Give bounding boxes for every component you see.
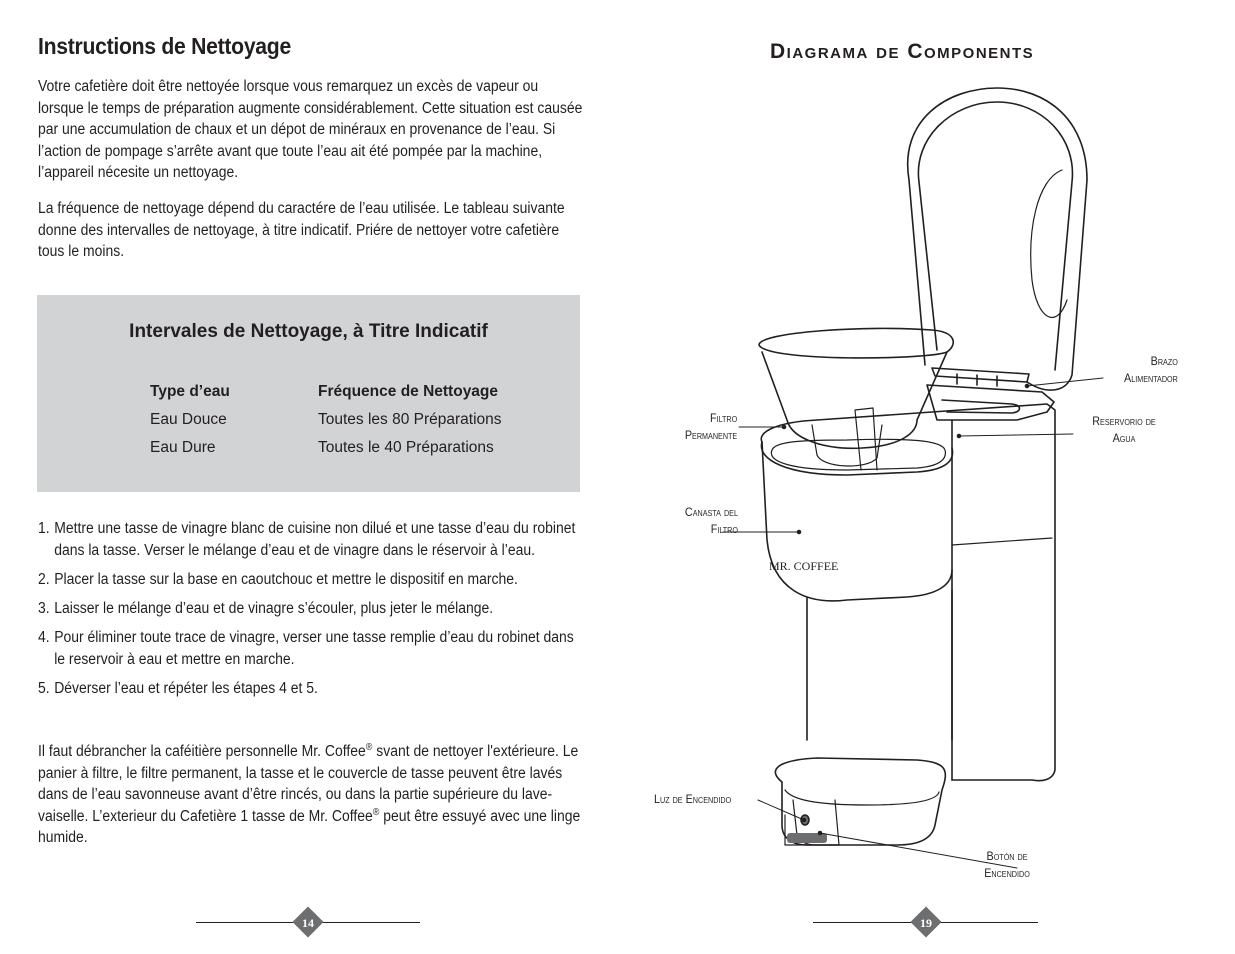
feed-arm (932, 368, 1029, 382)
step-number: 3. (38, 600, 50, 617)
step-text: Déverser l’eau et répéter les étapes 4 et 5. (54, 680, 318, 697)
intro-paragraph-2: La fréquence de nettoyage dépend du caractére de l’eau utilisée. Le tableau suivante donne des intervalles de nettoyage, à titre indicatif. Priére de nettoyer votre cafetière tous le moins. (38, 200, 565, 260)
leader-lines (723, 378, 1103, 868)
step-number: 5. (38, 680, 50, 697)
step-text: Pour éliminer toute trace de vinagre, verser une tasse remplie d’eau du robinet dans le reservoir à eau et mettre en marche. (54, 629, 574, 668)
intro-paragraph-1: Votre cafetière doit être nettoyée lorsque vous remarquez un excès de vapeur ou lorsque le temps de préparation augmente considérablement. Cette situation est causée par une accumulation de chaux et un dépot de minéraux en provenance de l’eau. Si l’action de pompage s’arrête avant que toute l’eau ait été pompée par la machine, l’appareil nécesite un nettoyage. (38, 78, 583, 181)
body-outline (761, 404, 1055, 781)
cleaning-interval-box (37, 295, 580, 492)
registered-mark: ® (372, 806, 380, 818)
table-cell: Toutes le 40 Préparations (318, 439, 494, 456)
page-number: 19 (920, 916, 932, 930)
leader-luz (758, 800, 804, 820)
callout-canasta: Canasta del Filtro (684, 505, 738, 536)
list-item (38, 518, 578, 562)
step-number: 4. (38, 629, 50, 646)
table-cell: Eau Dure (150, 439, 216, 456)
body-seam (952, 538, 1052, 545)
step-text: Placer la tasse sur la base en caoutchouc et mettre le dispositif en marche. (54, 571, 518, 588)
step-text: Mettre une tasse de vinagre blanc de cuisine non dilué et une tasse d’eau du robinet dans la tasse. Verser le mélange d’eau et de vinagre dans le réservoir à l’eau. (54, 520, 576, 559)
table-cell: Eau Douce (150, 411, 227, 428)
left-page (0, 0, 617, 954)
registered-mark: ® (365, 741, 373, 753)
right-page (617, 0, 1235, 954)
header-water-type: Type d’eau (150, 383, 230, 400)
diagram-title: Diagrama de Components (770, 40, 1035, 63)
callout-boton: Botón de Encendido (984, 849, 1030, 880)
list-item (38, 678, 578, 700)
stand-column (807, 590, 952, 740)
coffee-maker-diagram (617, 0, 1235, 954)
list-item (38, 598, 578, 620)
list-item (38, 627, 578, 671)
callout-reservorio: Reservorio de Agua (1092, 414, 1156, 445)
callout-luz: Luz de Encendido (654, 792, 732, 806)
interval-box-title: Intervales de Nettoyage, à Titre Indicatif (129, 321, 488, 342)
step-text: Laisser le mélange d’eau et de vinagre s’écouler, plus jeter le mélange. (54, 600, 494, 617)
drip-tray-edge (785, 790, 939, 805)
leader-reservorio (959, 434, 1073, 436)
callout-brazo: Brazo Alimentador (1124, 354, 1178, 385)
list-item (38, 569, 578, 591)
callout-filtro: Filtro Permanente (684, 411, 737, 442)
filter-cone (762, 352, 947, 448)
table-cell: Toutes les 80 Préparations (318, 411, 502, 428)
step-number: 2. (38, 571, 50, 588)
closing-paragraph: Il faut débrancher la caféitière personnelle Mr. Coffee® svant de nettoyer l'extérieure. Le panier à filtre, le filtre permanent, la tasse et le couvercle de tasse peuvent être lavés dans de l’eau savonneuse avant d’être rincés, ou dans la partie supérieure du lave-vaiselle. L’exterieur du Cafetière 1 tasse de Mr. Coffee® peut être essuyé avec une linge humide. (38, 741, 581, 846)
page-number: 14 (302, 916, 314, 930)
lid-inner (918, 102, 1072, 370)
mr-coffee-logo: MR. COFFEE (769, 559, 839, 573)
step-number: 1. (38, 520, 50, 537)
header-frequency: Fréquence de Nettoyage (318, 383, 499, 400)
cleaning-title: Instructions de Nettoyage (38, 33, 291, 59)
cleaning-steps (38, 518, 578, 707)
